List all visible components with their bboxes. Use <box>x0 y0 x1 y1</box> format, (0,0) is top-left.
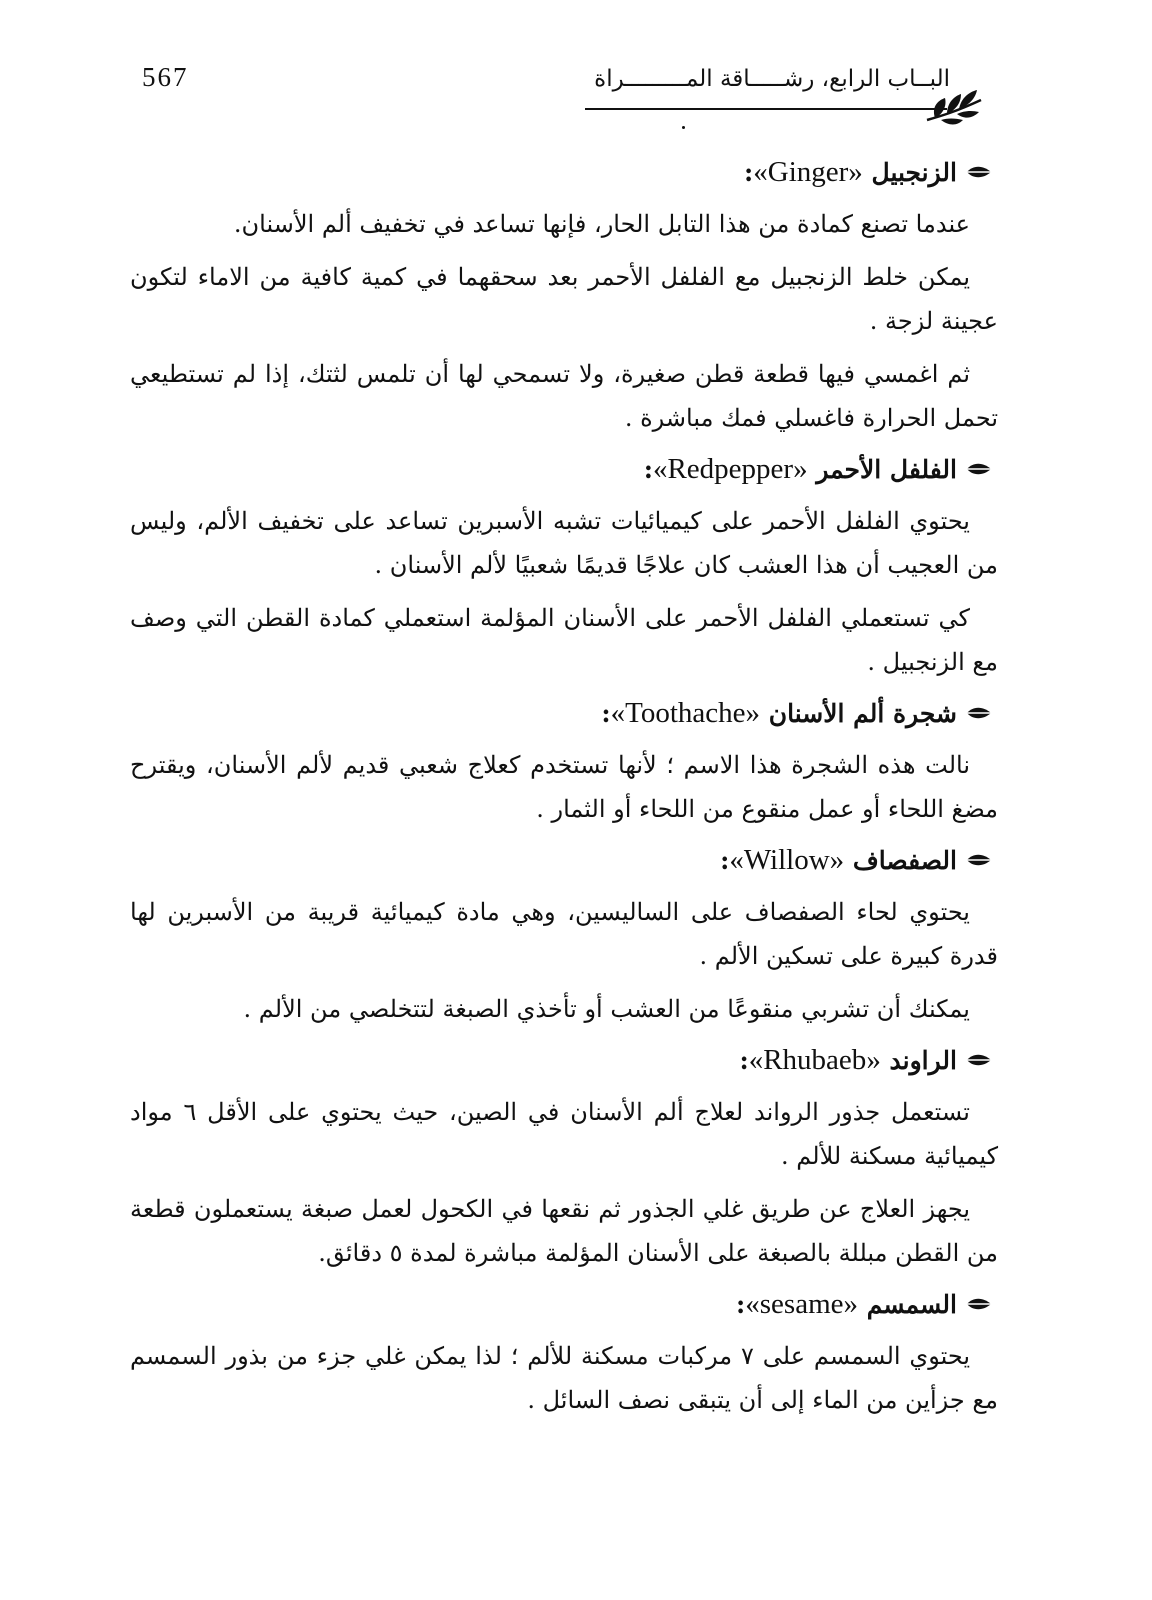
leaf-bullet-icon <box>965 705 992 721</box>
leaf-bullet-icon <box>965 461 992 477</box>
heading-colon: : <box>601 699 611 728</box>
paragraph: يمكنك أن تشربي منقوعًا من العشب أو تأخذي الصبغة لتتخلصي من الألم . <box>243 995 970 1023</box>
heading-latin-name: «sesame» <box>745 1288 859 1320</box>
heading-arabic-name: السمسم <box>866 1290 957 1319</box>
heading-colon: : <box>720 846 730 875</box>
heading-arabic-name: الراوند <box>889 1046 957 1075</box>
paragraph: نالت هذه الشجرة هذا الاسم ؛ لأنها تستخدم كعلاج شعبي قديم لألم الأسنان، ويقترح مضغ اللحاء أو عمل منقوع من اللحاء أو الثمار . <box>130 751 998 823</box>
header-rule <box>585 108 947 110</box>
heading-latin-name: «Rhubaeb» <box>748 1044 881 1076</box>
leaf-bullet-icon <box>965 852 992 868</box>
heading-latin-name: «Toothache» <box>610 697 761 729</box>
section-heading-ginger <box>130 152 998 193</box>
paragraph: تستعمل جذور الرواند لعلاج ألم الأسنان في الصين، حيث يحتوي على الأقل ٦ مواد كيميائية مسكنة للألم . <box>130 1098 998 1170</box>
heading-colon: : <box>744 158 754 187</box>
running-header-title: البــاب الرابع، رشـــــاقة المـــــــــراة <box>594 66 950 92</box>
heading-arabic-name: الزنجبيل <box>871 158 957 187</box>
paragraph: يمكن خلط الزنجبيل مع الفلفل الأحمر بعد سحقهما في كمية كافية من الاماء لتكون عجينة لزجة . <box>130 263 998 335</box>
heading-colon: : <box>739 1046 749 1075</box>
heading-latin-name: «Willow» <box>729 844 845 876</box>
leaf-bullet-icon <box>965 1052 992 1068</box>
heading-arabic-name: شجرة ألم الأسنان <box>768 699 957 728</box>
heading-latin-name: «Ginger» <box>753 156 863 188</box>
leaf-bullet-icon <box>965 164 992 180</box>
heading-arabic-name: الفلفل الأحمر <box>816 455 957 484</box>
heading-latin-name: «Redpepper» <box>652 453 808 485</box>
paragraph: عندما تصنع كمادة من هذا التابل الحار، فإنها تساعد في تخفيف ألم الأسنان. <box>233 210 970 238</box>
page-number: 567 <box>142 62 189 92</box>
section-heading-toothache <box>130 693 998 734</box>
leaf-bullet-icon <box>965 1296 992 1312</box>
heading-colon: : <box>643 455 653 484</box>
leaf-branch-icon <box>925 84 985 128</box>
paragraph: يحتوي الفلفل الأحمر على كيميائيات تشبه الأسبرين تساعد على تخفيف الألم، وليس من العجيب أن هذا العشب كان علاجًا قديمًا شعبيًا لألم الأسنان . <box>130 507 998 579</box>
stray-mark <box>682 126 685 129</box>
heading-arabic-name: الصفصاف <box>852 846 957 875</box>
paragraph: يحتوي لحاء الصفصاف على الساليسين، وهي مادة كيميائية قريبة من الأسبرين لها قدرة كبيرة على تسكين الألم . <box>130 898 998 970</box>
paragraph: ثم اغمسي فيها قطعة قطن صغيرة، ولا تسمحي لها أن تلمس لثتك، إذا لم تستطيعي تحمل الحرارة فاغسلي فمك مباشرة . <box>130 360 998 432</box>
section-heading-redpepper <box>130 449 998 490</box>
section-heading-sesame <box>130 1284 998 1325</box>
body-text <box>130 152 998 1431</box>
paragraph: يحتوي السمسم على ٧ مركبات مسكنة للألم ؛ لذا يمكن غلي جزء من بذور السمسم مع جزأين من الماء إلى أن يتبقى نصف السائل . <box>130 1342 998 1414</box>
section-heading-willow <box>130 840 998 881</box>
paragraph: يجهز العلاج عن طريق غلي الجذور ثم نقعها في الكحول لعمل صبغة يستعملون قطعة من القطن مبللة بالصبغة على الأسنان المؤلمة مباشرة لمدة ٥ دقائق. <box>130 1195 998 1267</box>
heading-colon: : <box>736 1290 746 1319</box>
section-heading-rhubarb <box>130 1040 998 1081</box>
paragraph: كي تستعملي الفلفل الأحمر على الأسنان المؤلمة استعملي كمادة القطن التي وصف مع الزنجبيل . <box>130 604 998 676</box>
